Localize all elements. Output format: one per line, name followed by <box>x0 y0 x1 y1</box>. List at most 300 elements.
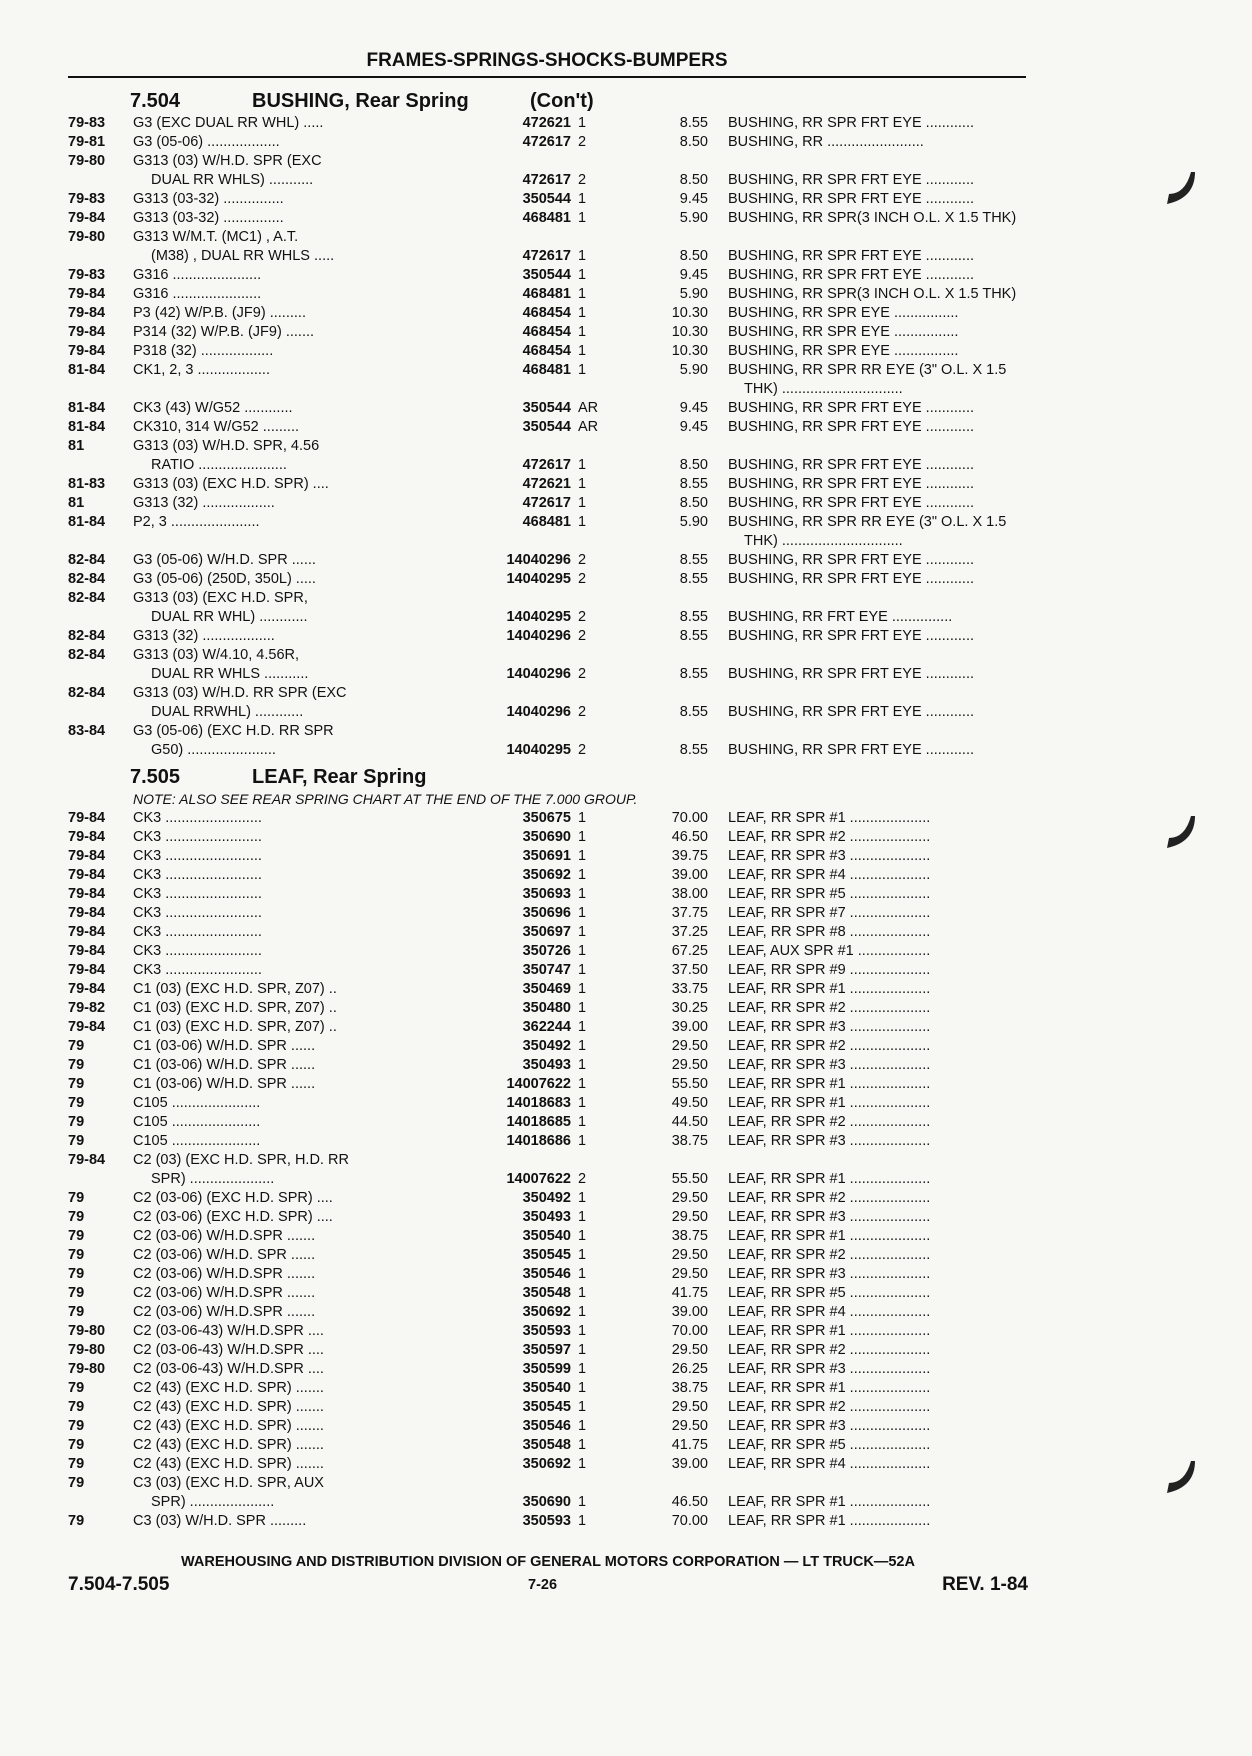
model-years: 79-80 <box>68 153 106 169</box>
catalog-row <box>68 1341 1028 1360</box>
model-years: 79-80 <box>68 1342 106 1358</box>
catalog-row <box>68 684 1028 703</box>
quantity: 1 <box>578 962 587 978</box>
application-description: CK3 ........................ <box>133 848 262 864</box>
price: 29.50 <box>671 1342 708 1358</box>
application-description: G313 (32) .................. <box>133 628 275 644</box>
model-years: 79 <box>68 1380 85 1396</box>
application-description: C2 (43) (EXC H.D. SPR) ....... <box>133 1399 324 1415</box>
application-description: P318 (32) .................. <box>133 343 274 359</box>
quantity: 1 <box>578 1209 587 1225</box>
quantity: 1 <box>578 1513 587 1529</box>
model-years: 79 <box>68 1057 85 1073</box>
price: 44.50 <box>671 1114 708 1130</box>
catalog-row <box>68 475 1028 494</box>
application-description: CK310, 314 W/G52 ......... <box>133 419 300 435</box>
part-name: BUSHING, RR SPR(3 INCH O.L. X 1.5 THK) <box>728 286 1017 302</box>
application-description: G313 (03-32) ............... <box>133 191 284 207</box>
price: 10.30 <box>671 324 708 340</box>
application-description: CK1, 2, 3 .................. <box>133 362 270 378</box>
part-number: 350593 <box>522 1323 571 1339</box>
application-description: C2 (43) (EXC H.D. SPR) ....... <box>133 1380 324 1396</box>
catalog-row <box>68 703 1028 722</box>
part-number: 472617 <box>522 495 571 511</box>
part-number: 14040296 <box>506 552 571 568</box>
application-description: CK3 ........................ <box>133 829 262 845</box>
model-years: 82-84 <box>68 590 106 606</box>
part-number: 350544 <box>522 419 571 435</box>
quantity: 1 <box>578 1038 587 1054</box>
application-description: C2 (03-06-43) W/H.D.SPR .... <box>133 1342 324 1358</box>
part-name: LEAF, RR SPR #3 .................... <box>728 1418 931 1434</box>
catalog-row <box>68 266 1028 285</box>
quantity: 1 <box>578 343 587 359</box>
application-description: G3 (05-06) (250D, 350L) ..... <box>133 571 316 587</box>
model-years: 79 <box>68 1114 85 1130</box>
quantity: 2 <box>578 552 587 568</box>
part-name: BUSHING, RR SPR FRT EYE ............ <box>728 742 975 758</box>
application-description: SPR) ..................... <box>151 1171 275 1187</box>
part-number: 14007622 <box>506 1076 571 1092</box>
application-description: C1 (03) (EXC H.D. SPR, Z07) .. <box>133 1019 337 1035</box>
catalog-row <box>68 589 1028 608</box>
price: 37.75 <box>671 905 708 921</box>
price: 8.50 <box>679 248 708 264</box>
part-number: 468481 <box>522 514 571 530</box>
footer-publisher: WAREHOUSING AND DISTRIBUTION DIVISION OF GENERAL MOTORS CORPORATION — LT TRUCK—52A <box>181 1554 915 1570</box>
price: 8.55 <box>679 571 708 587</box>
quantity: 1 <box>578 1399 587 1415</box>
part-name: LEAF, RR SPR #1 .................... <box>728 1171 931 1187</box>
application-description: G316 ...................... <box>133 267 262 283</box>
quantity: 1 <box>578 115 587 131</box>
model-years: 79-84 <box>68 886 106 902</box>
quantity: AR <box>578 419 599 435</box>
price: 26.25 <box>671 1361 708 1377</box>
price: 8.55 <box>679 742 708 758</box>
application-description: CK3 ........................ <box>133 962 262 978</box>
part-number: 350469 <box>522 981 571 997</box>
catalog-row <box>68 1265 1028 1284</box>
part-name: LEAF, RR SPR #5 .................... <box>728 886 931 902</box>
part-name: LEAF, RR SPR #1 .................... <box>728 1076 931 1092</box>
quantity: 2 <box>578 1171 587 1187</box>
part-number: 350544 <box>522 191 571 207</box>
part-number: 350540 <box>522 1228 571 1244</box>
part-name: BUSHING, RR SPR EYE ................ <box>728 343 959 359</box>
part-name: LEAF, RR SPR #3 .................... <box>728 1209 931 1225</box>
catalog-row <box>68 923 1028 942</box>
part-name: LEAF, RR SPR #2 .................... <box>728 1342 931 1358</box>
model-years: 79 <box>68 1437 85 1453</box>
part-name: LEAF, RR SPR #3 .................... <box>728 1361 931 1377</box>
quantity: 1 <box>578 1019 587 1035</box>
part-number: 350493 <box>522 1209 571 1225</box>
catalog-row <box>68 980 1028 999</box>
model-years: 79 <box>68 1513 85 1529</box>
model-years: 79-84 <box>68 324 106 340</box>
part-number: 350544 <box>522 267 571 283</box>
quantity: 1 <box>578 1380 587 1396</box>
application-description: G313 (03) W/H.D. SPR, 4.56 <box>133 438 320 454</box>
catalog-row <box>68 1322 1028 1341</box>
page-header <box>68 50 1026 80</box>
price: 55.50 <box>671 1171 708 1187</box>
model-years: 81-84 <box>68 362 106 378</box>
price: 39.00 <box>671 1456 708 1472</box>
part-name: LEAF, RR SPR #1 .................... <box>728 1323 931 1339</box>
section-header <box>68 84 1028 114</box>
part-number: 350546 <box>522 1266 571 1282</box>
catalog-row <box>68 190 1028 209</box>
catalog-row <box>68 1360 1028 1379</box>
catalog-row <box>68 1189 1028 1208</box>
price: 37.50 <box>671 962 708 978</box>
price: 70.00 <box>671 810 708 826</box>
quantity: 1 <box>578 1456 587 1472</box>
application-description: CK3 ........................ <box>133 810 262 826</box>
part-number: 350690 <box>522 829 571 845</box>
price: 29.50 <box>671 1399 708 1415</box>
page-title: FRAMES-SPRINGS-SHOCKS-BUMPERS <box>366 50 728 71</box>
quantity: 1 <box>578 1323 587 1339</box>
binder-hole-mark <box>1165 812 1199 852</box>
quantity: 2 <box>578 666 587 682</box>
catalog-row <box>68 1094 1028 1113</box>
price: 8.50 <box>679 134 708 150</box>
part-name: LEAF, RR SPR #3 .................... <box>728 1057 931 1073</box>
model-years: 79-80 <box>68 229 106 245</box>
application-description: C2 (43) (EXC H.D. SPR) ....... <box>133 1437 324 1453</box>
model-years: 79 <box>68 1456 85 1472</box>
part-number: 468454 <box>522 343 571 359</box>
catalog-row <box>68 570 1028 589</box>
part-name: LEAF, RR SPR #2 .................... <box>728 829 931 845</box>
model-years: 79 <box>68 1038 85 1054</box>
catalog-row <box>68 114 1028 133</box>
section-header <box>68 760 1028 790</box>
application-description: G313 (03) (EXC H.D. SPR) .... <box>133 476 329 492</box>
part-number: 472617 <box>522 172 571 188</box>
part-name: BUSHING, RR SPR RR EYE (3" O.L. X 1.5 <box>728 514 1007 530</box>
price: 9.45 <box>679 400 708 416</box>
part-number: 350546 <box>522 1418 571 1434</box>
application-description: CK3 ........................ <box>133 867 262 883</box>
price: 10.30 <box>671 343 708 359</box>
model-years: 79-84 <box>68 305 106 321</box>
quantity: 2 <box>578 628 587 644</box>
model-years: 79 <box>68 1095 85 1111</box>
model-years: 81 <box>68 438 85 454</box>
price: 70.00 <box>671 1513 708 1529</box>
part-name: LEAF, RR SPR #1 .................... <box>728 1380 931 1396</box>
catalog-row <box>68 152 1028 171</box>
application-description: G313 (03) W/H.D. RR SPR (EXC <box>133 685 347 701</box>
model-years: 82-84 <box>68 628 106 644</box>
catalog-row <box>68 285 1028 304</box>
quantity: 1 <box>578 1342 587 1358</box>
catalog-row <box>68 1512 1028 1531</box>
part-name: LEAF, RR SPR #1 .................... <box>728 1228 931 1244</box>
header-rule <box>68 76 1026 78</box>
part-number: 350492 <box>522 1190 571 1206</box>
model-years: 79-82 <box>68 1000 106 1016</box>
quantity: 1 <box>578 867 587 883</box>
part-number: 468481 <box>522 210 571 226</box>
quantity: 1 <box>578 1000 587 1016</box>
part-name: LEAF, RR SPR #1 .................... <box>728 1494 931 1510</box>
catalog-row <box>68 171 1028 190</box>
quantity: 1 <box>578 267 587 283</box>
part-number: 350492 <box>522 1038 571 1054</box>
part-name: THK) .............................. <box>744 381 903 397</box>
catalog-row <box>68 1474 1028 1493</box>
quantity: 1 <box>578 1304 587 1320</box>
catalog-row <box>68 1227 1028 1246</box>
application-description: C3 (03) W/H.D. SPR ......... <box>133 1513 307 1529</box>
catalog-row <box>68 551 1028 570</box>
catalog-row <box>68 722 1028 741</box>
part-name: LEAF, RR SPR #4 .................... <box>728 867 931 883</box>
model-years: 79-84 <box>68 829 106 845</box>
part-name: BUSHING, RR SPR EYE ................ <box>728 305 959 321</box>
part-number: 14040296 <box>506 628 571 644</box>
price: 30.25 <box>671 1000 708 1016</box>
price: 33.75 <box>671 981 708 997</box>
application-description: C2 (03-06) W/H.D.SPR ....... <box>133 1285 316 1301</box>
part-name: BUSHING, RR SPR FRT EYE ............ <box>728 571 975 587</box>
catalog-row <box>68 532 1028 551</box>
price: 55.50 <box>671 1076 708 1092</box>
model-years: 79-84 <box>68 981 106 997</box>
price: 38.75 <box>671 1380 708 1396</box>
part-number: 350548 <box>522 1437 571 1453</box>
price: 5.90 <box>679 286 708 302</box>
section-name: BUSHING, Rear Spring <box>252 90 469 112</box>
price: 10.30 <box>671 305 708 321</box>
part-number: 350545 <box>522 1247 571 1263</box>
catalog-row <box>68 1493 1028 1512</box>
price: 5.90 <box>679 514 708 530</box>
quantity: 1 <box>578 829 587 845</box>
catalog-row <box>68 809 1028 828</box>
part-number: 14007622 <box>506 1171 571 1187</box>
price: 41.75 <box>671 1437 708 1453</box>
model-years: 79-80 <box>68 1323 106 1339</box>
binder-hole-mark <box>1165 168 1199 208</box>
part-name: LEAF, RR SPR #5 .................... <box>728 1285 931 1301</box>
catalog-row <box>68 228 1028 247</box>
section-continued: (Con't) <box>530 90 594 112</box>
model-years: 79 <box>68 1399 85 1415</box>
part-number: 350480 <box>522 1000 571 1016</box>
application-description: G313 (03) (EXC H.D. SPR, <box>133 590 308 606</box>
quantity: 2 <box>578 172 587 188</box>
application-description: C2 (03-06) W/H.D. SPR ...... <box>133 1247 316 1263</box>
part-name: BUSHING, RR SPR FRT EYE ............ <box>728 495 975 511</box>
price: 8.55 <box>679 628 708 644</box>
part-number: 350593 <box>522 1513 571 1529</box>
quantity: 1 <box>578 848 587 864</box>
application-description: (M38) , DUAL RR WHLS ..... <box>151 248 335 264</box>
quantity: 1 <box>578 1418 587 1434</box>
part-name: BUSHING, RR SPR FRT EYE ............ <box>728 476 975 492</box>
part-number: 14018683 <box>506 1095 571 1111</box>
model-years: 81 <box>68 495 85 511</box>
model-years: 79 <box>68 1076 85 1092</box>
catalog-row <box>68 361 1028 380</box>
application-description: C1 (03) (EXC H.D. SPR, Z07) .. <box>133 1000 337 1016</box>
part-name: BUSHING, RR SPR FRT EYE ............ <box>728 267 975 283</box>
application-description: G316 ...................... <box>133 286 262 302</box>
price: 37.25 <box>671 924 708 940</box>
part-name: BUSHING, RR SPR FRT EYE ............ <box>728 704 975 720</box>
part-name: LEAF, RR SPR #8 .................... <box>728 924 931 940</box>
part-number: 350747 <box>522 962 571 978</box>
price: 8.55 <box>679 476 708 492</box>
model-years: 79-84 <box>68 1152 106 1168</box>
part-number: 14018686 <box>506 1133 571 1149</box>
price: 29.50 <box>671 1266 708 1282</box>
part-name: BUSHING, RR SPR RR EYE (3" O.L. X 1.5 <box>728 362 1007 378</box>
application-description: C105 ...................... <box>133 1095 261 1111</box>
quantity: 1 <box>578 1228 587 1244</box>
price: 39.00 <box>671 1304 708 1320</box>
price: 67.25 <box>671 943 708 959</box>
part-name: LEAF, RR SPR #3 .................... <box>728 1266 931 1282</box>
catalog-row <box>68 1151 1028 1170</box>
application-description: C2 (43) (EXC H.D. SPR) ....... <box>133 1456 324 1472</box>
section-note: NOTE: ALSO SEE REAR SPRING CHART AT THE END OF THE 7.000 GROUP. <box>133 791 638 807</box>
catalog-row <box>68 323 1028 342</box>
quantity: 1 <box>578 943 587 959</box>
application-description: C1 (03-06) W/H.D. SPR ...... <box>133 1076 316 1092</box>
quantity: 1 <box>578 1114 587 1130</box>
application-description: DUAL RR WHLS) ........... <box>151 172 314 188</box>
application-description: C2 (03-06) W/H.D.SPR ....... <box>133 1304 316 1320</box>
catalog-row <box>68 456 1028 475</box>
part-number: 362244 <box>522 1019 571 1035</box>
quantity: 1 <box>578 495 587 511</box>
part-name: LEAF, RR SPR #4 .................... <box>728 1456 931 1472</box>
footer-section-range: 7.504-7.505 <box>68 1574 170 1595</box>
price: 38.75 <box>671 1228 708 1244</box>
application-description: C1 (03-06) W/H.D. SPR ...... <box>133 1057 316 1073</box>
price: 41.75 <box>671 1285 708 1301</box>
price: 29.50 <box>671 1190 708 1206</box>
model-years: 83-84 <box>68 723 106 739</box>
catalog-row <box>68 1379 1028 1398</box>
catalog-row <box>68 1170 1028 1189</box>
model-years: 79-81 <box>68 134 106 150</box>
model-years: 79-84 <box>68 210 106 226</box>
part-name: LEAF, RR SPR #1 .................... <box>728 810 931 826</box>
quantity: 1 <box>578 924 587 940</box>
catalog-row <box>68 1303 1028 1322</box>
catalog-row <box>68 847 1028 866</box>
model-years: 79-84 <box>68 1019 106 1035</box>
part-number: 350692 <box>522 1304 571 1320</box>
application-description: P314 (32) W/P.B. (JF9) ....... <box>133 324 315 340</box>
catalog-row <box>68 828 1028 847</box>
application-description: SPR) ..................... <box>151 1494 275 1510</box>
application-description: G3 (05-06) .................. <box>133 134 280 150</box>
model-years: 79-84 <box>68 943 106 959</box>
model-years: 79 <box>68 1304 85 1320</box>
application-description: DUAL RRWHL) ............ <box>151 704 304 720</box>
part-number: 468481 <box>522 286 571 302</box>
application-description: C3 (03) (EXC H.D. SPR, AUX <box>133 1475 324 1491</box>
quantity: 1 <box>578 457 587 473</box>
catalog-row <box>68 1018 1028 1037</box>
part-number: 350544 <box>522 400 571 416</box>
price: 8.55 <box>679 666 708 682</box>
quantity: 1 <box>578 286 587 302</box>
part-name: LEAF, RR SPR #2 .................... <box>728 1038 931 1054</box>
part-name: LEAF, RR SPR #2 .................... <box>728 1399 931 1415</box>
price: 9.45 <box>679 267 708 283</box>
price: 29.50 <box>671 1057 708 1073</box>
part-name: LEAF, RR SPR #3 .................... <box>728 848 931 864</box>
quantity: 1 <box>578 476 587 492</box>
quantity: 1 <box>578 886 587 902</box>
application-description: C2 (03-06-43) W/H.D.SPR .... <box>133 1361 324 1377</box>
part-number: 472617 <box>522 457 571 473</box>
catalog-row <box>68 1056 1028 1075</box>
catalog-row <box>68 999 1028 1018</box>
part-number: 350548 <box>522 1285 571 1301</box>
price: 39.00 <box>671 1019 708 1035</box>
part-name: LEAF, RR SPR #2 .................... <box>728 1114 931 1130</box>
price: 8.50 <box>679 495 708 511</box>
quantity: 2 <box>578 571 587 587</box>
quantity: 1 <box>578 1247 587 1263</box>
price: 70.00 <box>671 1323 708 1339</box>
application-description: C2 (03-06) (EXC H.D. SPR) .... <box>133 1209 333 1225</box>
part-number: 350675 <box>522 810 571 826</box>
catalog-row <box>68 866 1028 885</box>
part-name: BUSHING, RR SPR FRT EYE ............ <box>728 628 975 644</box>
part-name: LEAF, RR SPR #4 .................... <box>728 1304 931 1320</box>
model-years: 82-84 <box>68 685 106 701</box>
application-description: C105 ...................... <box>133 1114 261 1130</box>
quantity: 1 <box>578 305 587 321</box>
application-description: C2 (43) (EXC H.D. SPR) ....... <box>133 1418 324 1434</box>
model-years: 79-80 <box>68 1361 106 1377</box>
part-name: LEAF, AUX SPR #1 .................. <box>728 943 931 959</box>
part-number: 14040296 <box>506 704 571 720</box>
price: 8.55 <box>679 552 708 568</box>
application-description: G313 W/M.T. (MC1) , A.T. <box>133 229 299 245</box>
model-years: 79-84 <box>68 848 106 864</box>
part-name: LEAF, RR SPR #2 .................... <box>728 1000 931 1016</box>
model-years: 79 <box>68 1247 85 1263</box>
model-years: 79-84 <box>68 905 106 921</box>
quantity: 1 <box>578 1133 587 1149</box>
quantity: 1 <box>578 1437 587 1453</box>
application-description: C1 (03) (EXC H.D. SPR, Z07) .. <box>133 981 337 997</box>
quantity: 1 <box>578 1285 587 1301</box>
price: 9.45 <box>679 191 708 207</box>
catalog-row <box>68 885 1028 904</box>
catalog-row <box>68 1132 1028 1151</box>
application-description: CK3 ........................ <box>133 905 262 921</box>
application-description: G3 (05-06) (EXC H.D. RR SPR <box>133 723 334 739</box>
catalog-row <box>68 399 1028 418</box>
model-years: 79-84 <box>68 867 106 883</box>
model-years: 79 <box>68 1418 85 1434</box>
catalog-row <box>68 904 1028 923</box>
